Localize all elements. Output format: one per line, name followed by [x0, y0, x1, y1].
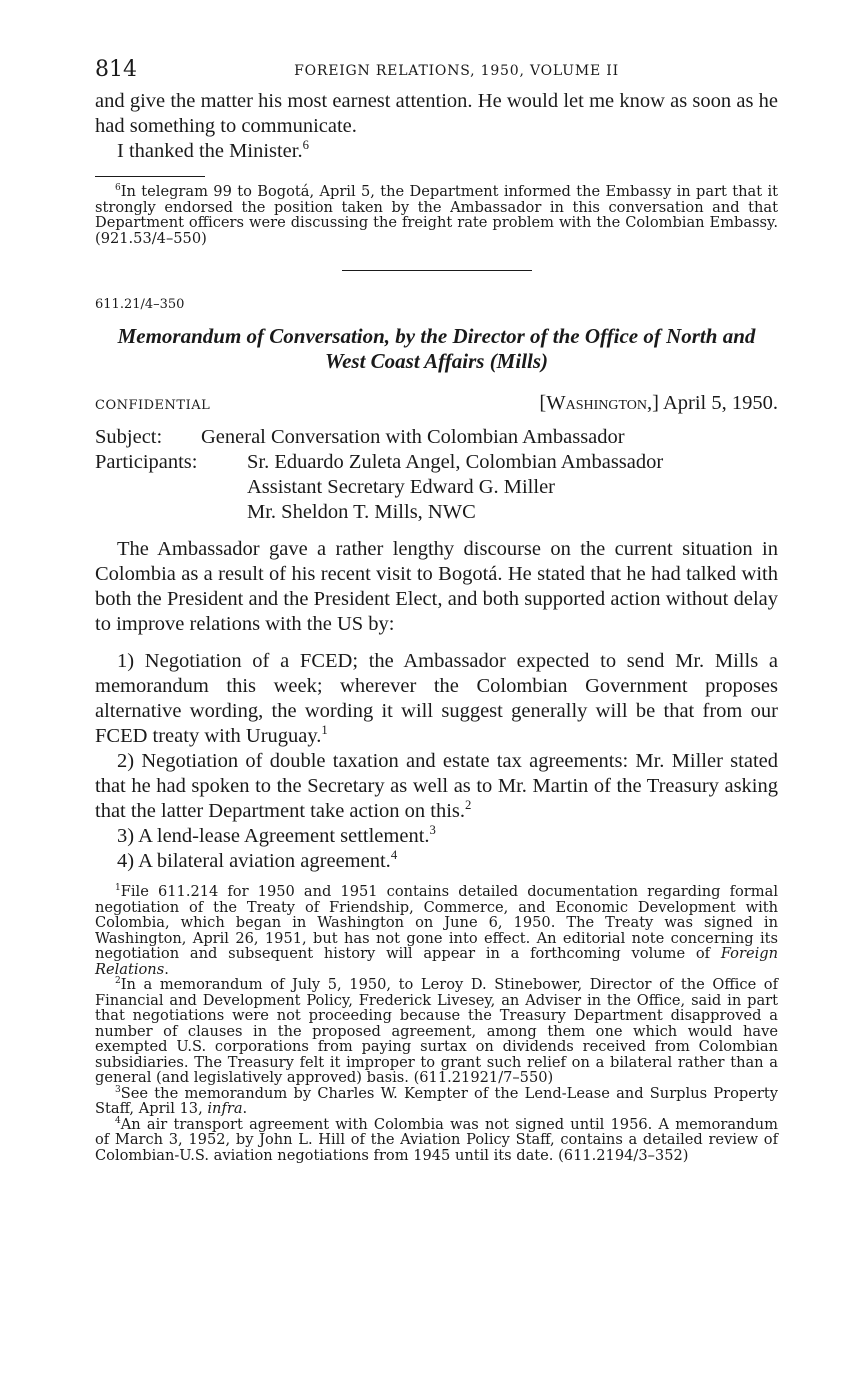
list-item [95, 649, 778, 749]
continued-text [95, 89, 778, 164]
footnote-6 [95, 184, 778, 246]
participant: Assistant Secretary Edward G. Miller [247, 476, 555, 498]
intro-paragraph: The Ambassador gave a rather lengthy discourse on the current situation in Colombia as a result of his recent visit to Bogotá. He stated that he had talked with both the President and the President Elect, and both supported action without delay to improve relations with the US by: [95, 538, 778, 635]
footnote-italic: Foreign Relations [95, 945, 778, 978]
memo-body [95, 537, 778, 637]
subject-row [95, 425, 778, 450]
closing-paragraph [95, 139, 778, 164]
footnote-tail: . [164, 960, 169, 978]
date-place [539, 392, 778, 415]
place: [Washington,] [539, 392, 659, 414]
footnote-italic: infra [207, 1100, 243, 1117]
file-number: 611.21/4–350 [95, 297, 185, 312]
participant: Sr. Eduardo Zuleta Angel, Colombian Ambassador [247, 451, 664, 473]
footnote-mark: 4 [115, 1115, 121, 1126]
continued-paragraph: and give the matter his most earnest attention. He would let me know as soon as he had something to communicate. [95, 90, 778, 137]
document-page [95, 55, 778, 1163]
footnotes [95, 884, 778, 1163]
list-item [95, 849, 778, 874]
dateline [95, 392, 778, 415]
footnote-1 [95, 884, 778, 977]
list-item-text: 2) Negotiation of double taxation and estate tax agreements: Mr. Miller stated that he had spoken to the Secretary as well as to Mr. Martin of the Treasury asking that the latter Department take action on this. [95, 750, 778, 822]
subject-value: General Conversation with Colombian Ambassador [201, 426, 625, 448]
footnote-rule [95, 176, 205, 177]
footnote-text: In telegram 99 to Bogotá, April 5, the Department informed the Embassy in part that it strongly endorsed the position taken by the Ambassador in this conversation and that Department officers were discussing the freight rate problem with the Colombian Embassy. (921.53/4–550) [95, 183, 778, 247]
footnote-mark: 3 [115, 1084, 121, 1095]
subject-label: Subject: [95, 426, 163, 448]
footnote-text: See the memorandum by Charles W. Kempter of the Lend-Lease and Surplus Property Staff, April 13, [95, 1084, 778, 1117]
page-number: 814 [95, 57, 137, 82]
participants-label: Participants: [95, 451, 198, 473]
footnote-text: In a memorandum of July 5, 1950, to Leroy D. Stinebower, Director of the Office of Financial and Development Policy, Frederick Livesey, an Adviser in the Office, said in part that negotiations were not proceeding because the Treasury Department disapproved a number of clauses in the proposed agreement, among them one which would have exempted U.S. corporations from paying surtax on dividends received from Colombian subsidiaries. The Treasury felt it improper to grant such relief on a bilateral rather than a general (and legislatively approved) basis. (611.21921/7–550) [95, 976, 778, 1086]
footnote-tail: . [242, 1100, 248, 1117]
footnote-ref-2[interactable]: 2 [465, 798, 472, 813]
footnote-mark: 1 [115, 883, 121, 894]
footnote-text: File 611.214 for 1950 and 1951 contains detailed documentation regarding formal negotiation of the Treaty of Friendship, Commerce, and Economic Development with Colombia, which began in Washington on June 6, 1950. The Treaty was signed in Washington, April 26, 1951, but has not gone into effect. An editorial note concerning its negotiation and subsequent history will appear in a forthcoming volume of [95, 883, 778, 962]
action-list [95, 649, 778, 874]
list-item-text: 4) A bilateral aviation agreement. [117, 850, 391, 872]
list-item [95, 749, 778, 824]
footnote-ref-3[interactable]: 3 [429, 823, 436, 838]
participant: Mr. Sheldon T. Mills, NWC [247, 501, 476, 523]
participants-list [247, 450, 663, 525]
footnote-ref-1[interactable]: 1 [321, 723, 328, 738]
footnote-2 [95, 977, 778, 1086]
page-header [95, 55, 778, 89]
closing-sentence: I thanked the Minister. [117, 140, 303, 162]
date: April 5, 1950. [662, 392, 778, 414]
footnote-mark: 6 [115, 183, 121, 194]
footnote-3 [95, 1086, 778, 1117]
section-divider [342, 270, 532, 271]
footnote-ref-4[interactable]: 4 [390, 848, 398, 863]
footnote-text: An air transport agreement with Colombia was not signed until 1956. A memorandum of March 3, 1952, by John L. Hill of the Aviation Policy Staff, contains a detailed review of Colombian-U.S. aviation negotiations from 1945 until its date. (611.2194/3–352) [95, 1115, 778, 1164]
list-item-text: 1) Negotiation of a FCED; the Ambassador expected to send Mr. Mills a memorandum this week; wherever the Colombian Government proposes alternative wording, the wording it will suggest generally will be that from our FCED treaty with Uruguay. [95, 650, 778, 747]
list-item-text: 3) A lend-lease Agreement settlement. [117, 825, 430, 847]
footnote-mark: 2 [115, 976, 121, 987]
participants-row [95, 450, 778, 525]
running-head: FOREIGN RELATIONS, 1950, VOLUME II [294, 63, 619, 79]
list-item [95, 824, 778, 849]
footnote-4 [95, 1117, 778, 1164]
footnote-ref-6[interactable]: 6 [302, 138, 309, 153]
classification-label: CONFIDENTIAL [95, 398, 211, 413]
document-title: Memorandum of Conversation, by the Director of the Office of North and West Coast Affairs (Mills) [117, 324, 756, 373]
